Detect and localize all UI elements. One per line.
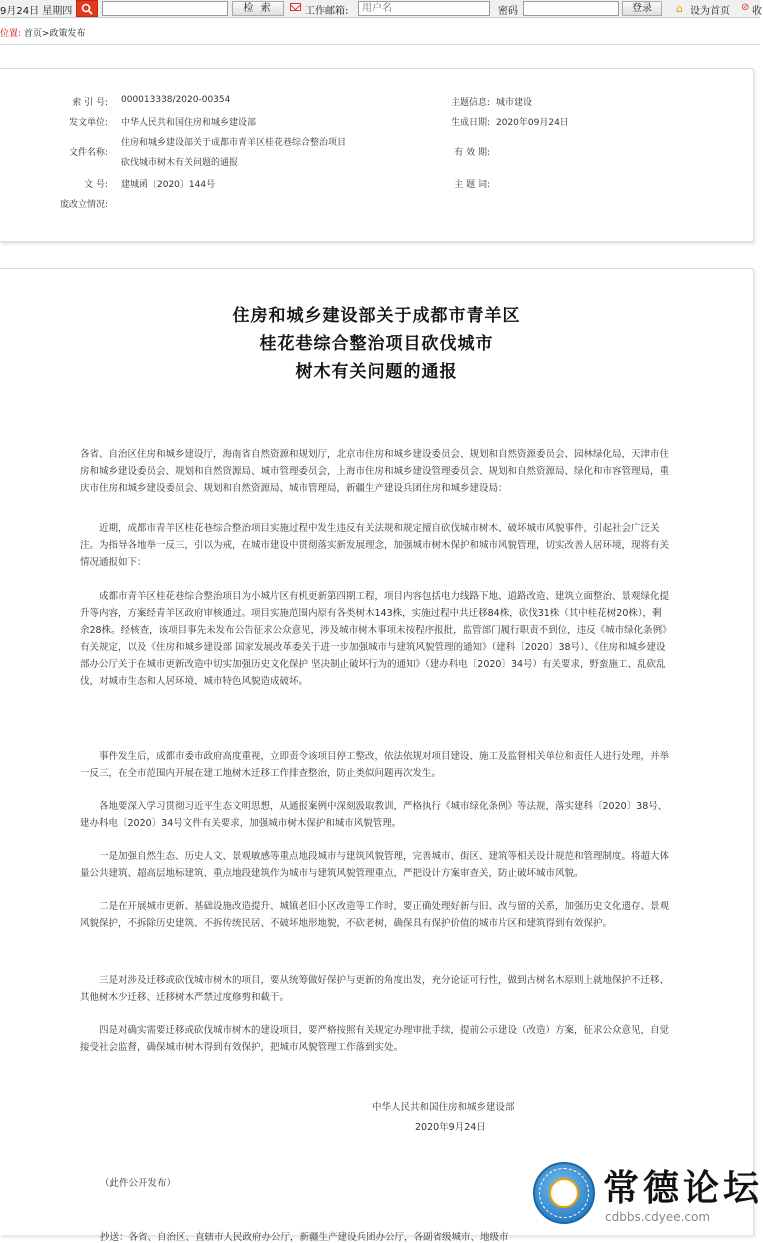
search-input[interactable] bbox=[102, 1, 228, 16]
recipients-paragraph: 各省、自治区住房和城乡建设厅，海南省自然资源和规划厅，北京市住房和城乡建设委员会、规划和自然资源委员会、园林绿化局，天津市住房和城乡建设委员会、规划和自然资源局、城市管理委员会，上海市住房和城乡建设管理委员会、规划和自然资源局、绿化和市容管理局，重庆市住房和城乡建设委员会、规划和自然资源局、城市管理局，新疆生产建设兵团住房和城乡建设局： bbox=[80, 449, 670, 494]
current-date: 9月24日 星期四 bbox=[0, 6, 73, 17]
username-input[interactable] bbox=[358, 1, 490, 16]
filename-label: 文件名称: bbox=[68, 148, 108, 158]
filename-line2: 砍伐城市树木有关问题的通报 bbox=[121, 158, 239, 168]
home-icon: ⌂ bbox=[676, 2, 683, 15]
index-value: 000013338/2020-00354 bbox=[121, 95, 231, 105]
document-metadata bbox=[0, 68, 754, 242]
paragraph-6: 二是在开展城市更新、基础设施改造提升、城镇老旧小区改造等工作时，要正确处理好新与旧、改与留的关系，加强历史文化遗存、景观风貌保护，不拆除历史建筑、不拆传统民居、不破坏地形地貌，不砍老树，确保具有保护价值的城市片区和建筑得到有效保护。 bbox=[80, 901, 670, 929]
paragraph-1: 近期，成都市青羊区桂花巷综合整治项目实施过程中发生违反有关法规和规定擅自砍伐城市树木、破坏城市风貌事件，引起社会广泛关注。为指导各地举一反三，引以为戒，在城市建设中贯彻落实新发展理念，加强城市树木保护和城市风貌管理，切实改善人居环境，现将有关情况通报如下： bbox=[80, 523, 670, 568]
mail-icon bbox=[290, 3, 301, 11]
issuer-label: 发文单位: bbox=[68, 118, 108, 128]
cc-list: 抄送：各省、自治区、直辖市人民政府办公厅，新疆生产建设兵团办公厅，各副省级城市、地级市 bbox=[100, 1232, 509, 1243]
watermark-url: cdbbs.cdyee.com bbox=[605, 1210, 711, 1224]
topic-label: 主题信息: bbox=[450, 98, 490, 108]
public-note: （此件公开发布） bbox=[100, 1178, 177, 1189]
paragraph-8: 四是对确实需要迁移或砍伐城市树木的建设项目，要严格按照有关规定办理审批手续，提前公示建设（改造）方案，征求公众意见，自觉接受社会监督，确保城市树木得到有效保护，把城市风貌管理工作落到实处。 bbox=[80, 1025, 670, 1053]
search-button[interactable]: 检 索 bbox=[232, 1, 284, 16]
paragraph-3: 事件发生后，成都市委市政府高度重视，立即责令该项目停工整改，依法依规对项目建设、施工及监督相关单位和责任人进行处理，并举一反三，在全市范围内开展在建工地树木迁移工作排查整治，防止类似问题再次发生。 bbox=[80, 751, 670, 779]
forum-watermark bbox=[525, 1150, 763, 1234]
keywords-label: 主 题 词: bbox=[454, 180, 490, 190]
filename-line1: 住房和城乡建设部关于成都市青羊区桂花巷综合整治项目 bbox=[121, 138, 347, 148]
divider bbox=[0, 44, 760, 45]
forum-logo-icon bbox=[533, 1162, 595, 1224]
favorite-icon[interactable]: ⊘ bbox=[741, 2, 750, 13]
date-value: 2020年09月24日 bbox=[496, 118, 569, 128]
breadcrumb bbox=[0, 26, 85, 39]
paragraph-5: 一是加强自然生态、历史人文、景观敏感等重点地段城市与建筑风貌管理，完善城市、街区、建筑等相关设计规范和管理制度。将超大体量公共建筑、超高层地标建筑、重点地段建筑作为城市与建筑风貌管理重点，严把设计方案审查关，防止破坏城市风貌。 bbox=[80, 851, 670, 879]
doc-title-line1: 住房和城乡建设部关于成都市青羊区 bbox=[232, 306, 521, 326]
search-icon[interactable] bbox=[76, 0, 98, 17]
paragraph-7: 三是对涉及迁移或砍伐城市树木的项目，要从统筹做好保护与更新的角度出发，充分论证可行性，做到古树名木原则上就地保护不迁移、其他树木少迁移、迁移树木严禁过度修剪和截干。 bbox=[80, 975, 670, 1003]
doc-title-line2: 桂花巷综合整治项目砍伐城市 bbox=[259, 334, 494, 354]
topic-value: 城市建设 bbox=[496, 98, 533, 108]
issuer-value: 中华人民共和国住房和城乡建设部 bbox=[121, 118, 257, 128]
doc-title-line3: 树木有关问题的通报 bbox=[295, 362, 458, 382]
login-button[interactable]: 登录 bbox=[622, 1, 662, 16]
repeal-label: 废改立情况: bbox=[59, 200, 108, 210]
watermark-text: 常德论坛 bbox=[603, 1167, 763, 1209]
signer: 中华人民共和国住房和城乡建设部 bbox=[372, 1102, 515, 1113]
work-mail-label: 工作邮箱: bbox=[305, 6, 349, 17]
sign-date: 2020年9月24日 bbox=[415, 1122, 486, 1133]
index-label: 索 引 号: bbox=[72, 98, 108, 108]
breadcrumb-label: 位置: bbox=[0, 29, 22, 39]
breadcrumb-path[interactable]: 首页>政策发布 bbox=[23, 29, 86, 39]
favorite-link[interactable]: 收 bbox=[752, 6, 762, 17]
document-body bbox=[0, 268, 754, 1243]
date-label: 生成日期: bbox=[450, 118, 490, 128]
validity-label: 有 效 期: bbox=[454, 148, 490, 158]
docno-label: 文 号: bbox=[84, 180, 108, 190]
docno-value: 建城函〔2020〕144号 bbox=[121, 180, 216, 190]
paragraph-2: 成都市青羊区桂花巷综合整治项目为小城片区有机更新第四期工程，项目内容包括电力线路下地、道路改造、建筑立面整治、景观绿化提升等内容，方案经青羊区政府审核通过。项目实施范围内原有各类树木143株，实施过程中共迁移84株，砍伐31株（其中桂花树20株），剩余28株。经核查，该项目事先未发布公告征求公众意见，涉及城市树木事项未按程序报批，监管部门履行职责不到位，违反《城市绿化条例》有关规定，以及《住房和城乡建设部 国家发展改革委关于进一步加强城市与建筑风貌管理的通知》（建科〔2020〕38号）、《住房和城乡建设部办公厅关于在城市更新改造中切实加强历史文化保护 坚决制止破坏行为的通知》（建办科电〔2020〕34号）有关要求，野蛮施工、乱砍乱伐，对城市生态和人居环境、城市特色风貌造成破坏。 bbox=[80, 591, 670, 687]
password-input[interactable] bbox=[523, 1, 619, 16]
paragraph-4: 各地要深入学习贯彻习近平生态文明思想，从通报案例中深刻汲取教训，严格执行《城市绿化条例》等法规，落实建科〔2020〕38号、建办科电〔2020〕34号文件有关要求，加强城市树木保护和城市风貌管理。 bbox=[80, 801, 668, 829]
password-label: 密码 bbox=[498, 6, 518, 17]
top-bar bbox=[0, 0, 760, 18]
set-homepage-link[interactable]: 设为首页 bbox=[690, 6, 730, 17]
